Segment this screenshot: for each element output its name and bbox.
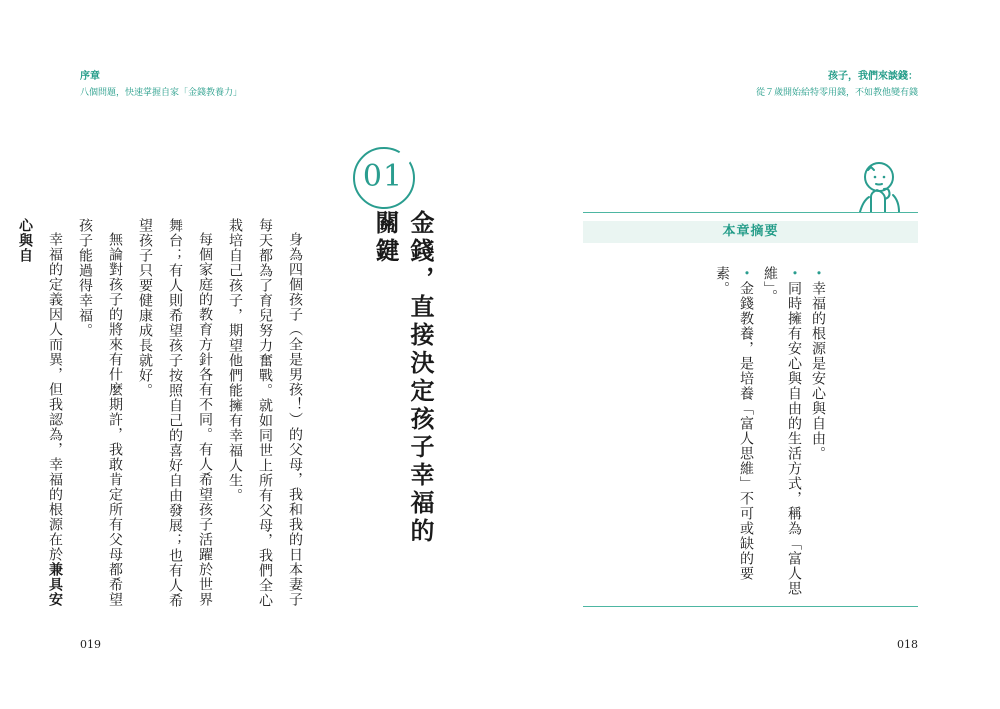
chapter-number-badge bbox=[353, 147, 415, 209]
summary-bottom-rule bbox=[583, 606, 918, 607]
summary-item bbox=[806, 266, 830, 596]
right-page-number: 018 bbox=[897, 638, 918, 651]
summary-heading: 本章摘要 bbox=[583, 221, 918, 243]
summary-top-rule bbox=[583, 212, 918, 213]
left-page-number: 019 bbox=[80, 638, 101, 651]
thinking-person-icon bbox=[855, 157, 905, 213]
summary-item bbox=[758, 266, 806, 596]
summary-item-text: 同時擁有安心與自由的生活方式，稱為「富人思維」。 bbox=[762, 266, 802, 596]
right-running-header bbox=[756, 69, 918, 101]
summary-item-text: 金錢教養，是培養「富人思維」不可或缺的要素。 bbox=[714, 266, 754, 581]
body-paragraph-emphasis: 兼具安心與自 bbox=[17, 218, 63, 607]
left-header-subtitle: 八個問題，快速掌握自家「金錢教養力」 bbox=[80, 88, 243, 98]
chapter-number: 01 bbox=[362, 159, 404, 194]
summary-list bbox=[710, 266, 830, 596]
body-paragraph-last bbox=[10, 218, 70, 618]
right-header-book-title: 孩子，我們來談錢： bbox=[828, 71, 918, 82]
chapter-title: 金錢，直接決定孩子幸福的關鍵 bbox=[371, 210, 435, 546]
body-paragraph-text: 幸福的定義因人而異，但我認為，幸福的根源在於 bbox=[47, 232, 63, 562]
left-running-header bbox=[80, 69, 242, 101]
bullet-dot-icon: ・ bbox=[738, 266, 754, 281]
summary-item bbox=[710, 266, 758, 596]
body-paragraph: 每個家庭的教育方針各有不同。有人希望孩子活躍於世界舞台；有人則希望孩子按照自己的喜好自由發展；也有人希望孩子只要健康成長就好。 bbox=[137, 218, 213, 608]
bullet-dot-icon: ・ bbox=[786, 266, 802, 281]
body-paragraph: 身為四個孩子（全是男孩！）的父母，我和我的日本妻子每天都為了育兒努力奮戰。就如同世上所有父母，我們全心栽培自己孩子，期望他們能擁有幸福人生。 bbox=[227, 218, 303, 608]
left-header-section: 序章 bbox=[80, 71, 100, 82]
right-header-book-subtitle: 從７歲開始給特零用錢，不如教他變有錢 bbox=[755, 88, 918, 98]
bullet-dot-icon: ・ bbox=[810, 266, 826, 281]
summary-item-text: 幸福的根源是安心與自由。 bbox=[810, 281, 826, 461]
body-paragraph: 無論對孩子的將來有什麼期許，我敢肯定所有父母都希望孩子能過得幸福。 bbox=[77, 218, 123, 607]
body-text bbox=[10, 218, 310, 618]
